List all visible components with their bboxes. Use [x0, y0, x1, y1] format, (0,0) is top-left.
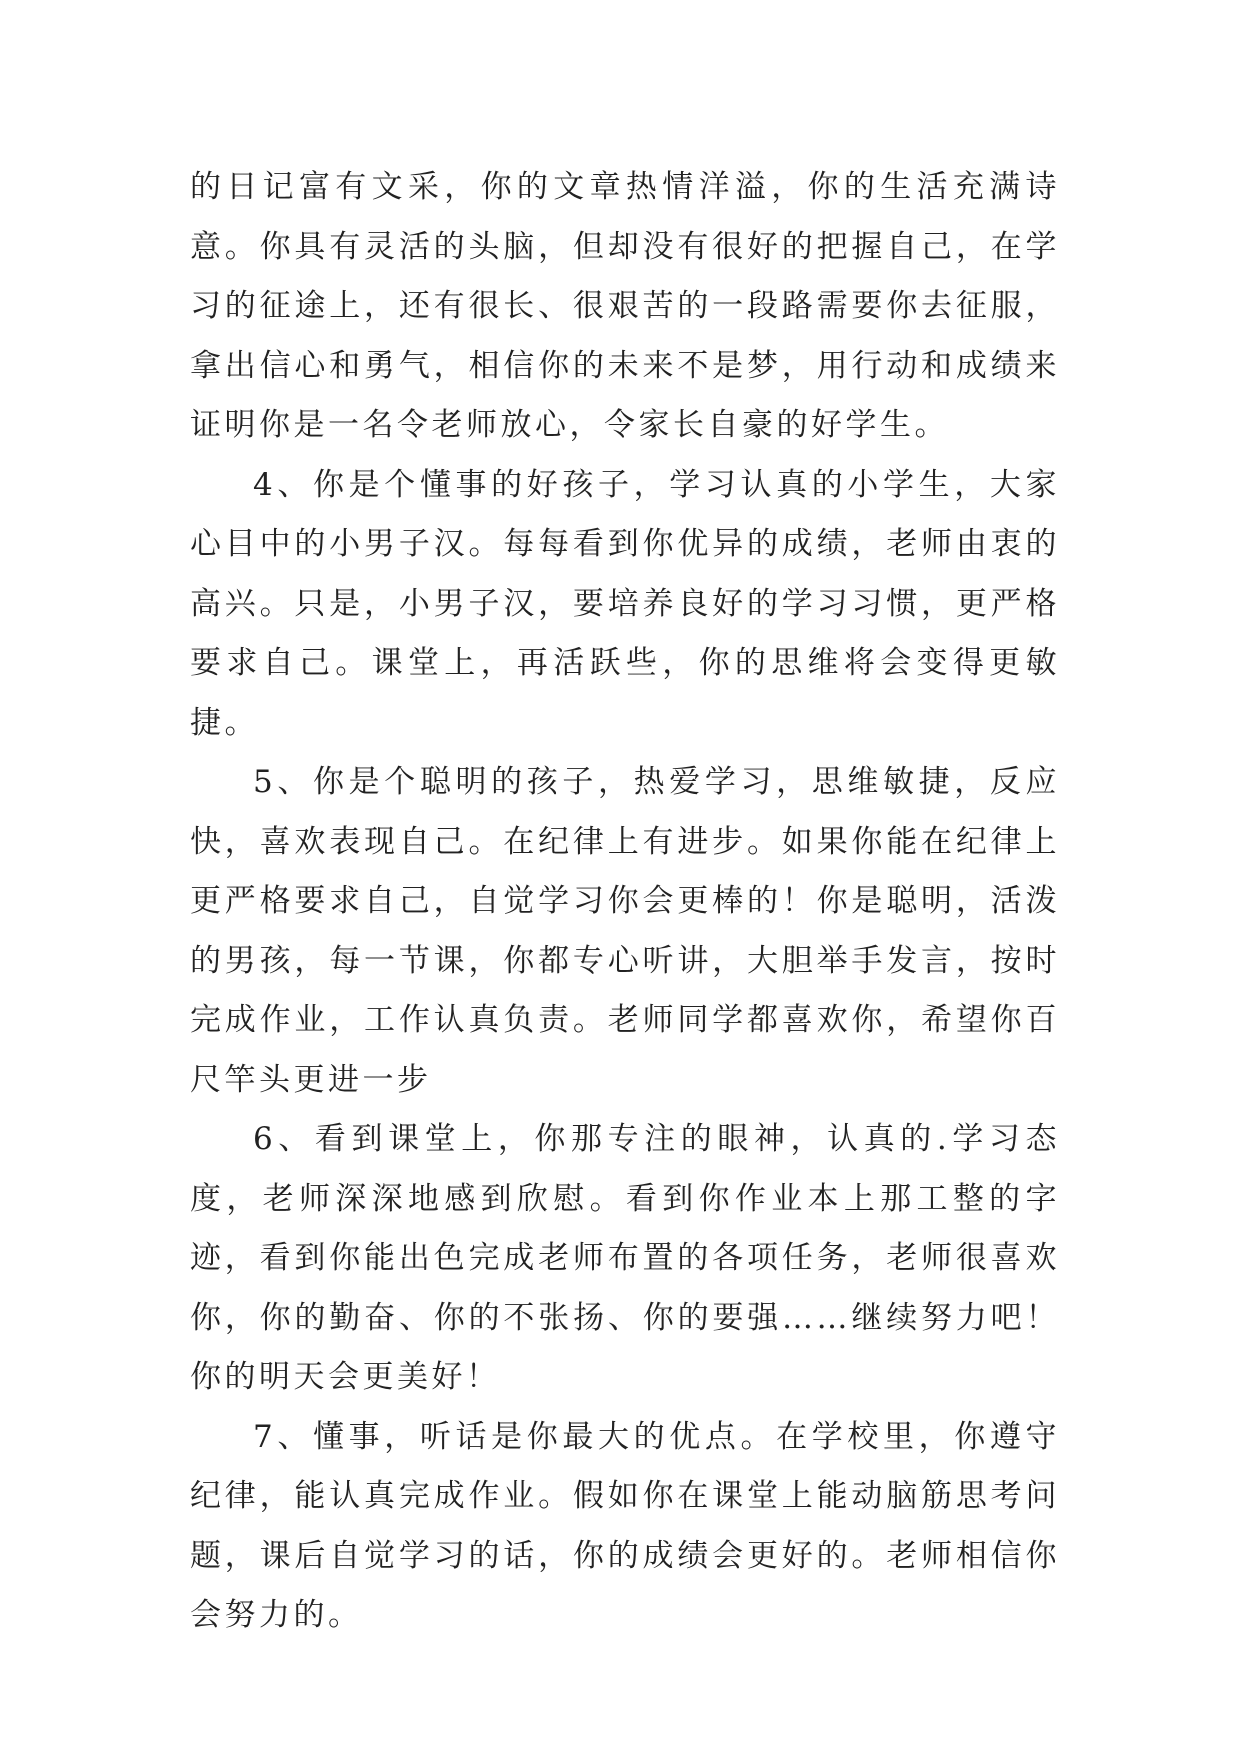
paragraph-comment-6: 6、看到课堂上，你那专注的眼神，认真的.学习态度，老师深深地感到欣慰。看到你作业本上那工整的字迹，看到你能出色完成老师布置的各项任务，老师很喜欢你，你的勤奋、你的不张扬、你的要强……继续努力吧！你的明天会更美好！ — [190, 1121, 1060, 1395]
paragraph-comment-4: 4、你是个懂事的好孩子，学习认真的小学生，大家心目中的小男子汉。每每看到你优异的成绩，老师由衷的高兴。只是，小男子汉，要培养良好的学习习惯，更严格要求自己。课堂上，再活跃些，你的思维将会变得更敏捷。 — [190, 466, 1060, 741]
paragraph-continued: 的日记富有文采，你的文章热情洋溢，你的生活充满诗意。你具有灵活的头脑，但却没有很好的把握自己，在学习的征途上，还有很长、很艰苦的一段路需要你去征服，拿出信心和勇气，相信你的未来不是梦，用行动和成绩来证明你是一名令老师放心，令家长自豪的好学生。 — [190, 169, 1060, 443]
paragraph-comment-5: 5、你是个聪明的孩子，热爱学习，思维敏捷，反应快，喜欢表现自己。在纪律上有进步。如果你能在纪律上更严格要求自己，自觉学习你会更棒的！你是聪明，活泼的男孩，每一节课，你都专心听讲，大胆举手发言，按时完成作业，工作认真负责。老师同学都喜欢你，希望你百尺竿头更进一步 — [190, 764, 1060, 1098]
paragraph-comment-7: 7、懂事，听话是你最大的优点。在学校里，你遵守纪律，能认真完成作业。假如你在课堂上能动脑筋思考问题，课后自觉学习的话，你的成绩会更好的。老师相信你会努力的。 — [190, 1418, 1060, 1633]
document-body — [190, 158, 1060, 1646]
